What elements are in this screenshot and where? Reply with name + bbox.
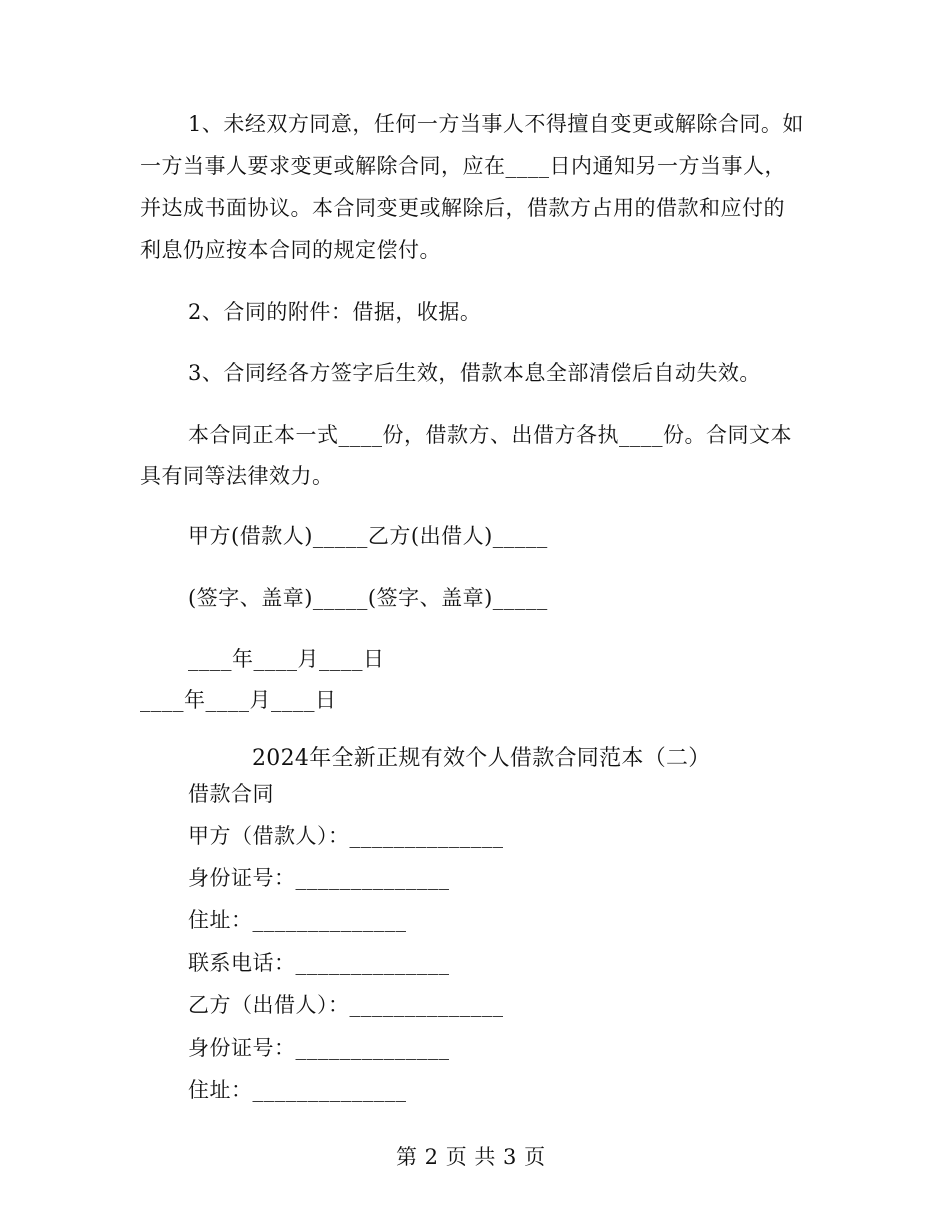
field-borrower-phone [188, 949, 450, 977]
clause-1-line-4: 利息仍应按本合同的规定偿付。 [140, 238, 441, 262]
clause-1-line-3: 并达成书面协议。本合同变更或解除后，借款方占用的借款和应付的 [140, 196, 785, 220]
field-label: 身份证号： [188, 1036, 296, 1060]
clause-1-line-1: 1、未经双方同意，任何一方当事人不得擅自变更或解除合同。如 [188, 112, 804, 136]
field-borrower [188, 822, 504, 850]
signature-date-2: ____年____月____日 [140, 688, 337, 712]
section-2-title: 2024年全新正规有效个人借款合同范本（二） [252, 746, 711, 771]
clause-1-line-2: 一方当事人要求变更或解除合同，应在____日内通知另一方当事人， [140, 154, 786, 178]
field-blank: ______________ [295, 1036, 450, 1060]
field-blank: ______________ [295, 951, 450, 975]
field-label: 甲方（借款人）： [188, 824, 350, 848]
field-lender-address [188, 1076, 407, 1104]
clause-3: 3、合同经各方签字后生效，借款本息全部清偿后自动失效。 [188, 361, 761, 385]
field-lender-id [188, 1034, 450, 1062]
signature-parties: 甲方(借款人)_____乙方(出借人)_____ [188, 524, 548, 548]
field-blank: ______________ [252, 908, 407, 932]
field-label: 住址： [188, 1078, 253, 1102]
copies-line-2: 具有同等法律效力。 [140, 464, 334, 488]
field-borrower-id [188, 864, 450, 892]
field-blank: ______________ [295, 866, 450, 890]
field-label: 联系电话： [188, 951, 296, 975]
field-blank: ______________ [349, 824, 504, 848]
clause-2: 2、合同的附件：借据，收据。 [188, 300, 482, 324]
field-label: 乙方（出借人）： [188, 993, 350, 1017]
field-blank: ______________ [252, 1078, 407, 1102]
copies-line-1: 本合同正本一式____份，借款方、出借方各执____份。合同文本 [188, 423, 792, 447]
field-label: 身份证号： [188, 866, 296, 890]
field-label: 住址： [188, 908, 253, 932]
section-2-subtitle: 借款合同 [188, 782, 274, 806]
signature-date-1: ____年____月____日 [188, 647, 385, 671]
field-blank: ______________ [349, 993, 504, 1017]
signature-seal: (签字、盖章)_____(签字、盖章)_____ [188, 586, 548, 610]
field-lender [188, 991, 504, 1019]
field-borrower-address [188, 906, 407, 934]
page-footer: 第 2 页 共 3 页 [396, 1145, 546, 1169]
